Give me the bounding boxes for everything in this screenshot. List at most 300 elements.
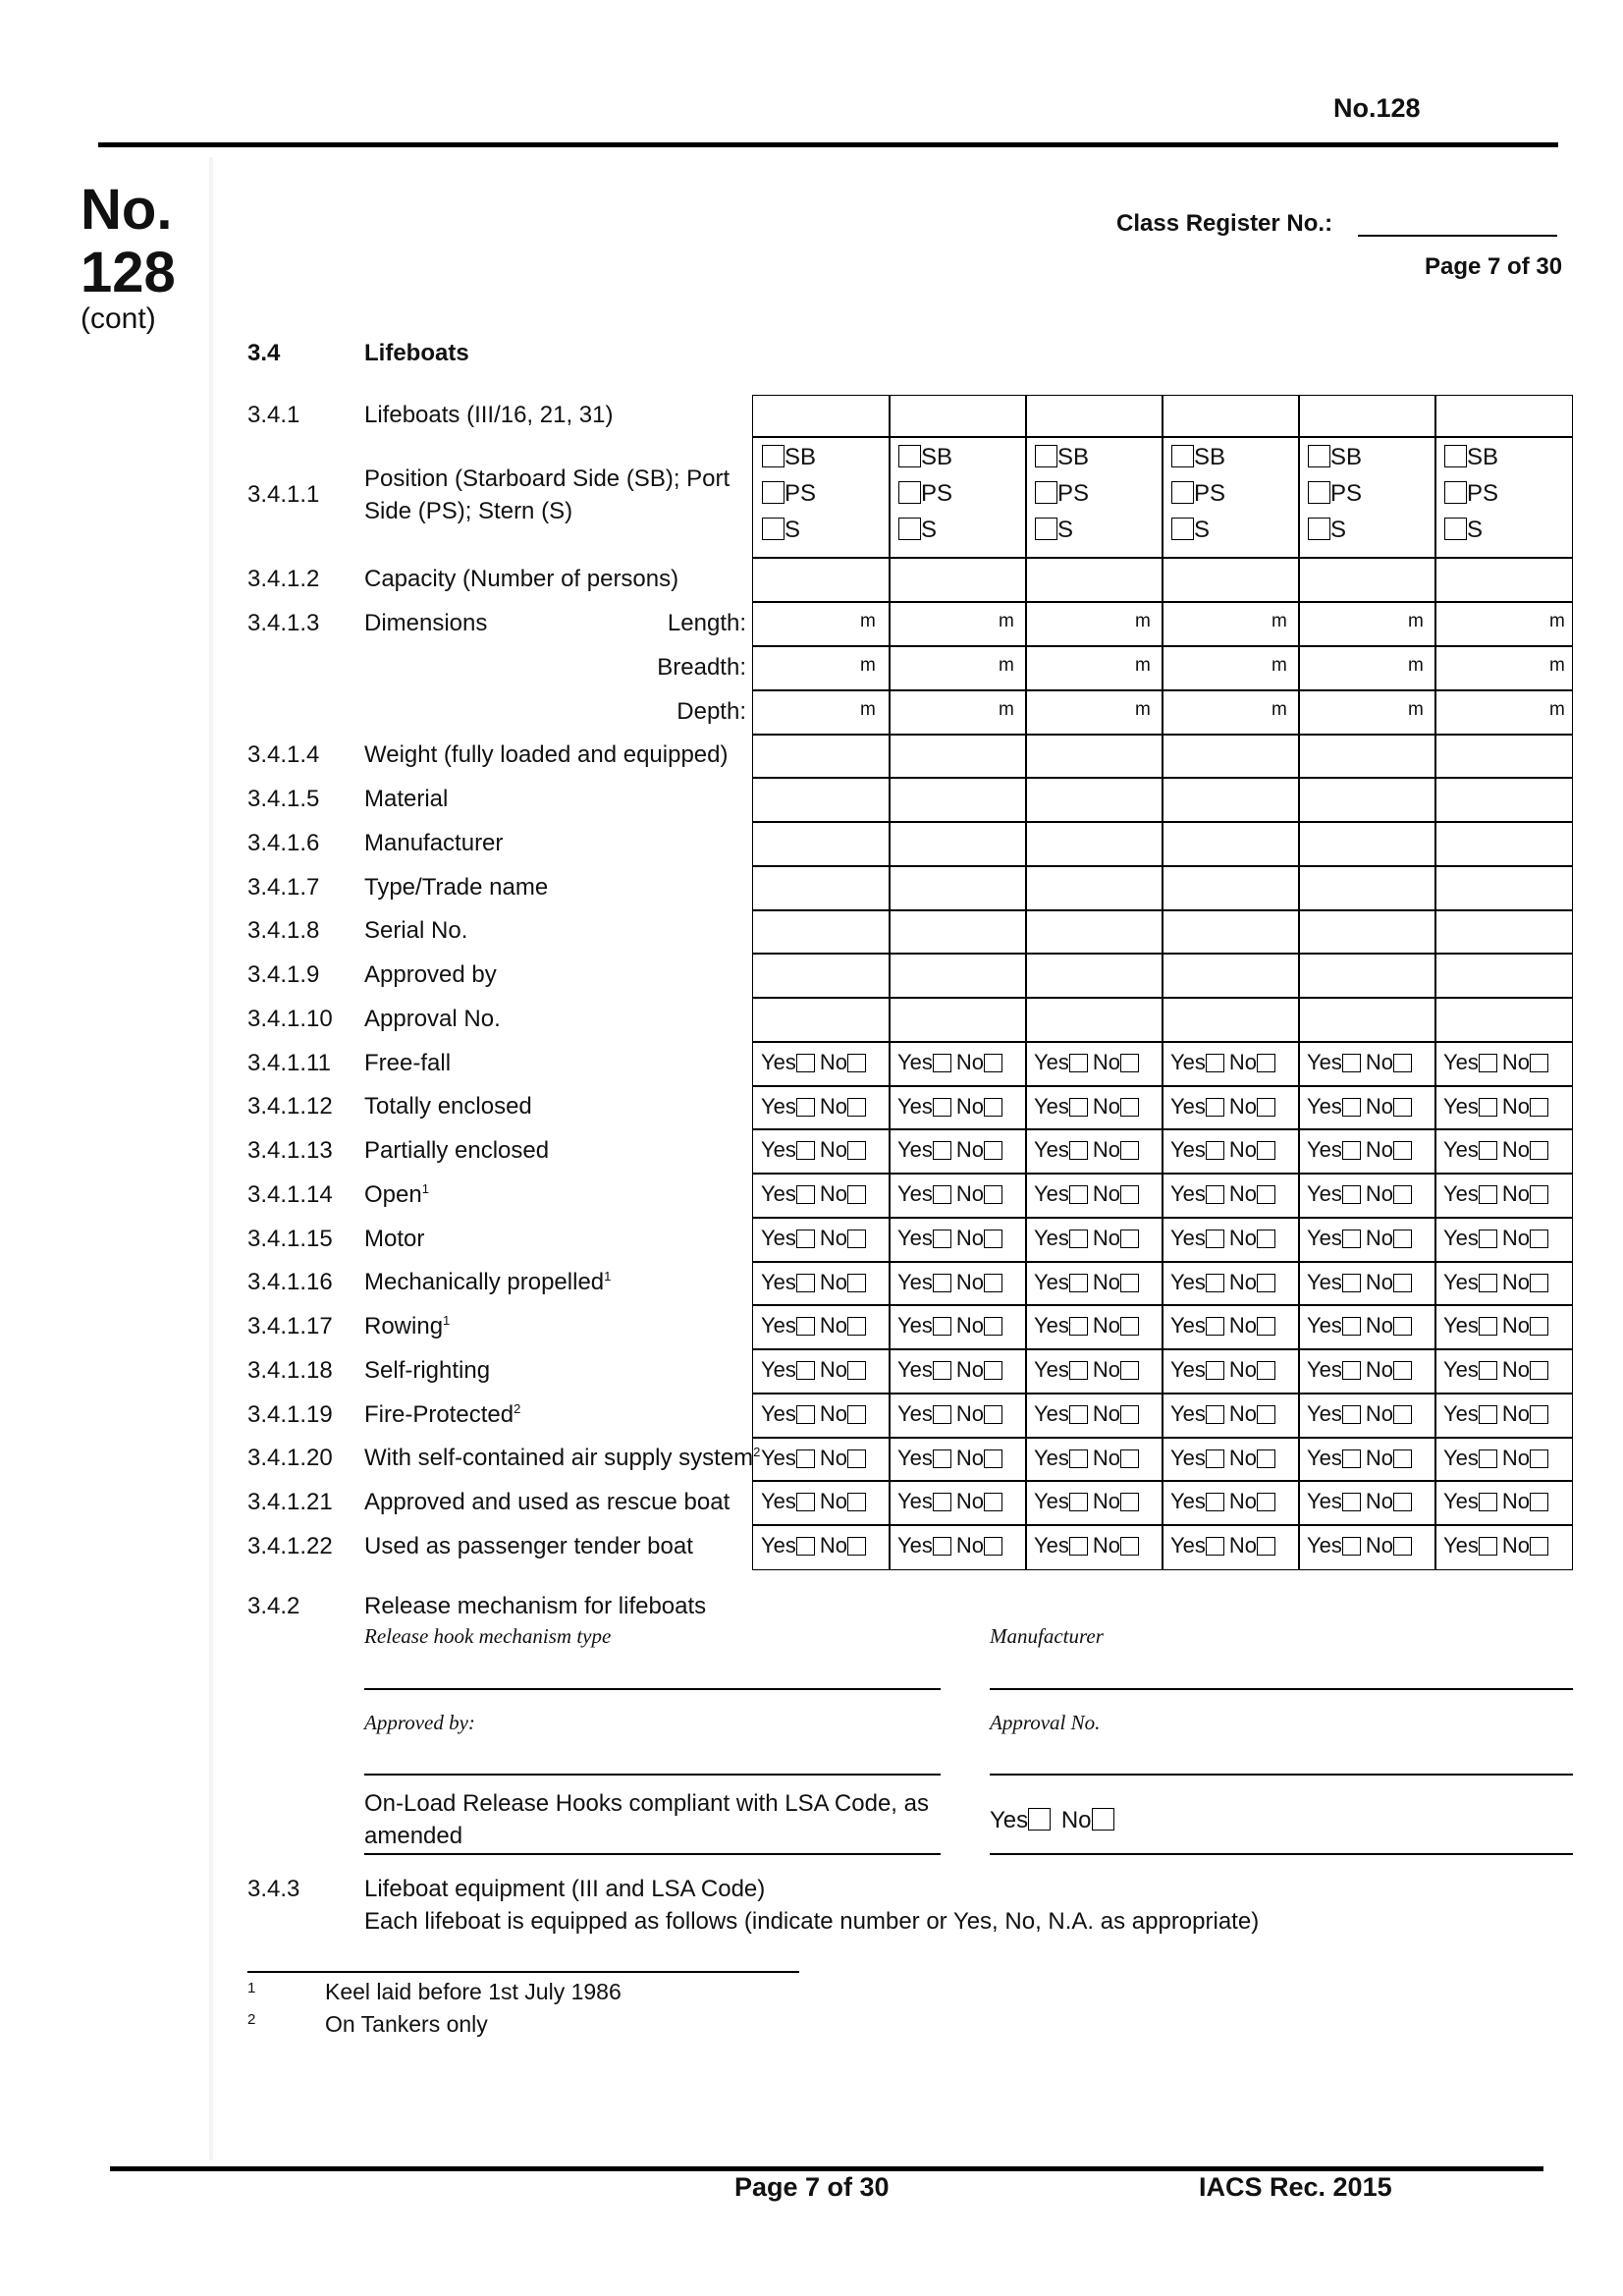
yes-checkbox[interactable] (1342, 1405, 1361, 1424)
no-label: No (1365, 1270, 1394, 1294)
no-checkbox[interactable] (984, 1361, 1002, 1380)
table-cell[interactable] (1434, 821, 1573, 867)
row-number: 3.4.1.19 (247, 1401, 333, 1428)
no-checkbox[interactable] (984, 1537, 1002, 1556)
no-checkbox[interactable] (1257, 1493, 1275, 1511)
no-checkbox[interactable] (984, 1449, 1002, 1468)
no-checkbox[interactable] (847, 1185, 866, 1204)
table-cell[interactable] (1025, 953, 1163, 999)
yes-checkbox[interactable] (1342, 1185, 1361, 1204)
no-checkbox[interactable] (1120, 1054, 1139, 1072)
yes-checkbox[interactable] (1206, 1449, 1224, 1468)
no-checkbox[interactable] (1120, 1449, 1139, 1468)
yes-checkbox[interactable] (1479, 1098, 1497, 1117)
row-label (364, 1006, 501, 1033)
table-cell[interactable] (752, 395, 891, 438)
yes-checkbox[interactable] (933, 1405, 951, 1424)
yes-checkbox[interactable] (1342, 1537, 1361, 1556)
no-checkbox[interactable] (1393, 1141, 1412, 1160)
no-checkbox[interactable] (1257, 1098, 1275, 1117)
position-sb-checkbox[interactable] (1308, 445, 1330, 467)
no-checkbox[interactable] (1393, 1274, 1412, 1292)
yes-no-group (1034, 1181, 1139, 1207)
table-cell[interactable] (1434, 777, 1573, 823)
no-checkbox[interactable] (847, 1141, 866, 1160)
no-checkbox[interactable] (847, 1405, 866, 1424)
position-sb-checkbox[interactable] (1444, 445, 1467, 467)
no-label: No (819, 1313, 848, 1338)
position-s-checkbox[interactable] (762, 518, 784, 540)
hook-type-field[interactable] (364, 1688, 941, 1690)
table-cell[interactable] (1298, 821, 1436, 867)
position-sb-label: SB (1330, 444, 1363, 470)
yes-checkbox[interactable] (1069, 1537, 1088, 1556)
no-label: No (819, 1446, 848, 1470)
page-label: Page 7 of 30 (1425, 253, 1563, 280)
no-label: No (1501, 1181, 1531, 1206)
yes-checkbox[interactable] (1479, 1274, 1497, 1292)
no-checkbox[interactable] (1120, 1185, 1139, 1204)
row-label-text: Free-fall (364, 1050, 452, 1076)
table-cell[interactable] (1025, 557, 1163, 603)
no-checkbox[interactable] (1530, 1493, 1548, 1511)
no-checkbox[interactable] (1530, 1185, 1548, 1204)
no-checkbox[interactable] (984, 1274, 1002, 1292)
yes-label: Yes (897, 1533, 933, 1558)
unit-label: m (1408, 655, 1424, 676)
no-label: No (1365, 1181, 1394, 1206)
yes-checkbox[interactable] (796, 1537, 815, 1556)
no-checkbox[interactable] (847, 1493, 866, 1511)
table-cell[interactable] (1025, 734, 1163, 779)
no-checkbox[interactable] (847, 1361, 866, 1380)
yes-checkbox[interactable] (1206, 1493, 1224, 1511)
yes-checkbox[interactable] (796, 1098, 815, 1117)
yes-checkbox[interactable] (1206, 1274, 1224, 1292)
no-checkbox[interactable] (847, 1449, 866, 1468)
yes-no-group (761, 1401, 866, 1427)
no-checkbox[interactable] (1393, 1230, 1412, 1248)
yes-label: Yes (1307, 1094, 1342, 1119)
position-s-checkbox[interactable] (1035, 518, 1057, 540)
yes-checkbox[interactable] (796, 1054, 815, 1072)
no-label: No (1501, 1094, 1531, 1119)
table-cell[interactable] (1162, 953, 1300, 999)
no-checkbox[interactable] (984, 1493, 1002, 1511)
no-checkbox[interactable] (847, 1230, 866, 1248)
position-options (1308, 439, 1362, 548)
no-label: No (1092, 1226, 1121, 1250)
onload-label-1: On-Load Release Hooks compliant with LSA Code, as (364, 1790, 929, 1817)
no-checkbox[interactable] (984, 1317, 1002, 1336)
yes-checkbox[interactable] (1342, 1098, 1361, 1117)
table-cell[interactable] (1298, 777, 1436, 823)
table-cell[interactable] (1025, 395, 1163, 438)
position-ps-checkbox[interactable] (1308, 481, 1330, 504)
no-checkbox[interactable] (1120, 1361, 1139, 1380)
yes-checkbox[interactable] (933, 1141, 951, 1160)
position-ps-checkbox[interactable] (1444, 481, 1467, 504)
unit-label: m (1549, 699, 1565, 720)
no-checkbox[interactable] (1530, 1405, 1548, 1424)
yes-checkbox[interactable] (796, 1185, 815, 1204)
yes-checkbox[interactable] (1069, 1361, 1088, 1380)
yes-checkbox[interactable] (1069, 1141, 1088, 1160)
no-checkbox[interactable] (1120, 1230, 1139, 1248)
yes-checkbox[interactable] (1342, 1141, 1361, 1160)
table-cell[interactable] (889, 953, 1027, 999)
yes-checkbox[interactable] (933, 1098, 951, 1117)
position-option-s (1444, 512, 1498, 548)
position-option-ps (1035, 475, 1089, 512)
yes-checkbox[interactable] (933, 1230, 951, 1248)
yes-checkbox[interactable] (1069, 1449, 1088, 1468)
yes-checkbox[interactable] (933, 1317, 951, 1336)
equipment-number: 3.4.3 (247, 1876, 300, 1902)
yes-label: Yes (761, 1094, 796, 1119)
no-checkbox[interactable] (984, 1098, 1002, 1117)
no-checkbox[interactable] (1530, 1274, 1548, 1292)
yes-checkbox[interactable] (1206, 1361, 1224, 1380)
row-number: 3.4.1.14 (247, 1181, 333, 1208)
row-number: 3.4.1.2 (247, 566, 320, 592)
position-sb-checkbox[interactable] (1035, 445, 1057, 467)
row-label (364, 1533, 693, 1560)
table-cell[interactable] (752, 734, 891, 779)
position-ps-checkbox[interactable] (762, 481, 784, 504)
no-checkbox[interactable] (1393, 1317, 1412, 1336)
onload-no-checkbox[interactable] (1092, 1808, 1114, 1831)
table-cell[interactable] (1434, 557, 1573, 603)
yes-no-group (897, 1357, 1002, 1383)
yes-no-group (1170, 1094, 1275, 1120)
unit-label: m (999, 699, 1014, 720)
position-s-checkbox[interactable] (1171, 518, 1194, 540)
no-checkbox[interactable] (1120, 1141, 1139, 1160)
yes-checkbox[interactable] (933, 1449, 951, 1468)
yes-label: Yes (1307, 1313, 1342, 1338)
table-cell[interactable] (1025, 909, 1163, 955)
no-checkbox[interactable] (1393, 1361, 1412, 1380)
yes-checkbox[interactable] (796, 1493, 815, 1511)
no-checkbox[interactable] (1393, 1493, 1412, 1511)
yes-checkbox[interactable] (796, 1405, 815, 1424)
table-cell[interactable] (1434, 395, 1573, 438)
table-cell[interactable] (1025, 821, 1163, 867)
table-cell[interactable] (1025, 865, 1163, 911)
no-checkbox[interactable] (1257, 1405, 1275, 1424)
yes-no-group (1170, 1401, 1275, 1427)
no-checkbox[interactable] (984, 1405, 1002, 1424)
no-checkbox[interactable] (847, 1317, 866, 1336)
yes-checkbox[interactable] (1479, 1361, 1497, 1380)
yes-checkbox[interactable] (1069, 1230, 1088, 1248)
table-cell[interactable] (1298, 865, 1436, 911)
table-cell[interactable] (1025, 777, 1163, 823)
yes-no-group (1443, 1226, 1548, 1251)
table-cell[interactable] (1025, 997, 1163, 1043)
no-checkbox[interactable] (847, 1098, 866, 1117)
yes-label: Yes (897, 1181, 933, 1206)
yes-checkbox[interactable] (1206, 1537, 1224, 1556)
yes-checkbox[interactable] (933, 1493, 951, 1511)
yes-label: Yes (1034, 1094, 1069, 1119)
no-label: No (955, 1226, 985, 1250)
no-checkbox[interactable] (1393, 1185, 1412, 1204)
onload-yes-checkbox[interactable] (1028, 1808, 1051, 1831)
yes-label: Yes (1170, 1357, 1206, 1382)
position-ps-checkbox[interactable] (1035, 481, 1057, 504)
no-checkbox[interactable] (1530, 1361, 1548, 1380)
yes-checkbox[interactable] (1479, 1054, 1497, 1072)
position-sb-checkbox[interactable] (762, 445, 784, 467)
yes-no-group (1443, 1401, 1548, 1427)
yes-label: Yes (761, 1533, 796, 1558)
table-cell[interactable] (1434, 734, 1573, 779)
yes-label: Yes (897, 1446, 933, 1470)
yes-checkbox[interactable] (1206, 1098, 1224, 1117)
yes-no-group (1034, 1226, 1139, 1251)
no-checkbox[interactable] (1257, 1537, 1275, 1556)
row-label-text: Mechanically propelled (364, 1269, 605, 1295)
no-label: No (1228, 1181, 1258, 1206)
no-checkbox[interactable] (1530, 1141, 1548, 1160)
table-cell[interactable] (1434, 909, 1573, 955)
yes-no-group (897, 1226, 1002, 1251)
yes-checkbox[interactable] (1206, 1185, 1224, 1204)
yes-checkbox[interactable] (933, 1361, 951, 1380)
table-cell[interactable] (1298, 557, 1436, 603)
table-cell[interactable] (1162, 997, 1300, 1043)
position-option-sb (1308, 439, 1362, 475)
approved-by-field[interactable] (364, 1774, 941, 1776)
yes-label: Yes (761, 1050, 796, 1074)
yes-checkbox[interactable] (1069, 1054, 1088, 1072)
no-checkbox[interactable] (984, 1185, 1002, 1204)
yes-no-group (1443, 1094, 1548, 1120)
yes-checkbox[interactable] (1206, 1317, 1224, 1336)
table-cell[interactable] (889, 734, 1027, 779)
yes-checkbox[interactable] (1206, 1230, 1224, 1248)
no-checkbox[interactable] (1120, 1537, 1139, 1556)
row-number: 3.4.1.7 (247, 874, 320, 901)
table-cell[interactable] (1162, 821, 1300, 867)
yes-checkbox[interactable] (1342, 1230, 1361, 1248)
yes-checkbox[interactable] (796, 1274, 815, 1292)
position-sb-label: SB (784, 444, 817, 470)
no-checkbox[interactable] (984, 1230, 1002, 1248)
yes-checkbox[interactable] (796, 1317, 815, 1336)
unit-label: m (1271, 611, 1287, 631)
no-checkbox[interactable] (847, 1537, 866, 1556)
no-checkbox[interactable] (1257, 1317, 1275, 1336)
no-checkbox[interactable] (1120, 1317, 1139, 1336)
no-checkbox[interactable] (1257, 1274, 1275, 1292)
position-s-checkbox[interactable] (1444, 518, 1467, 540)
yes-checkbox[interactable] (1069, 1274, 1088, 1292)
table-cell[interactable] (752, 909, 891, 955)
yes-checkbox[interactable] (1479, 1317, 1497, 1336)
yes-checkbox[interactable] (1342, 1274, 1361, 1292)
table-cell[interactable] (752, 953, 891, 999)
table-cell[interactable] (889, 909, 1027, 955)
no-checkbox[interactable] (1530, 1537, 1548, 1556)
no-label: No (1365, 1533, 1394, 1558)
table-cell[interactable] (1298, 395, 1436, 438)
yes-checkbox[interactable] (796, 1230, 815, 1248)
yes-checkbox[interactable] (796, 1449, 815, 1468)
table-cell[interactable] (889, 865, 1027, 911)
no-checkbox[interactable] (1393, 1054, 1412, 1072)
no-checkbox[interactable] (1120, 1405, 1139, 1424)
yes-checkbox[interactable] (1479, 1405, 1497, 1424)
unit-label: m (1135, 655, 1151, 676)
yes-checkbox[interactable] (1342, 1493, 1361, 1511)
row-number: 3.4.1.15 (247, 1226, 333, 1252)
no-checkbox[interactable] (847, 1054, 866, 1072)
yes-no-group (761, 1270, 866, 1295)
no-checkbox[interactable] (1530, 1317, 1548, 1336)
no-checkbox[interactable] (1393, 1449, 1412, 1468)
table-cell[interactable] (1298, 953, 1436, 999)
manufacturer-field[interactable] (990, 1688, 1573, 1690)
table-cell[interactable] (752, 777, 891, 823)
no-checkbox[interactable] (847, 1274, 866, 1292)
yes-checkbox[interactable] (1206, 1405, 1224, 1424)
no-checkbox[interactable] (1257, 1449, 1275, 1468)
table-cell[interactable] (1434, 865, 1573, 911)
onload-left-line (364, 1853, 941, 1855)
yes-checkbox[interactable] (933, 1185, 951, 1204)
yes-checkbox[interactable] (1342, 1449, 1361, 1468)
table-cell[interactable] (1162, 865, 1300, 911)
no-checkbox[interactable] (1530, 1449, 1548, 1468)
no-label: No (955, 1446, 985, 1470)
no-checkbox[interactable] (1257, 1361, 1275, 1380)
table-cell[interactable] (1162, 777, 1300, 823)
no-label: No (1092, 1181, 1121, 1206)
no-checkbox[interactable] (1257, 1054, 1275, 1072)
no-label: No (1365, 1357, 1394, 1382)
no-checkbox[interactable] (1120, 1493, 1139, 1511)
approval-no-field[interactable] (990, 1774, 1573, 1776)
yes-checkbox[interactable] (1479, 1537, 1497, 1556)
table-cell[interactable] (889, 997, 1027, 1043)
table-cell[interactable] (1298, 997, 1436, 1043)
yes-checkbox[interactable] (1479, 1230, 1497, 1248)
no-checkbox[interactable] (1393, 1098, 1412, 1117)
no-label: No (1092, 1357, 1121, 1382)
yes-checkbox[interactable] (1206, 1141, 1224, 1160)
yes-checkbox[interactable] (1206, 1054, 1224, 1072)
no-checkbox[interactable] (1530, 1230, 1548, 1248)
position-s-checkbox[interactable] (898, 518, 921, 540)
yes-checkbox[interactable] (933, 1537, 951, 1556)
yes-checkbox[interactable] (1342, 1361, 1361, 1380)
no-checkbox[interactable] (1530, 1098, 1548, 1117)
row-label-text: Used as passenger tender boat (364, 1533, 693, 1559)
yes-checkbox[interactable] (1069, 1098, 1088, 1117)
table-cell[interactable] (889, 777, 1027, 823)
position-s-checkbox[interactable] (1308, 518, 1330, 540)
yes-checkbox[interactable] (1479, 1493, 1497, 1511)
yes-label: Yes (1034, 1357, 1069, 1382)
row-label-text: Rowing (364, 1313, 444, 1339)
no-checkbox[interactable] (1393, 1537, 1412, 1556)
position-option-ps (1171, 475, 1225, 512)
yes-checkbox[interactable] (1479, 1141, 1497, 1160)
yes-no-group (1307, 1489, 1412, 1514)
row-number: 3.4.1 (247, 402, 300, 428)
position-option-sb (1035, 439, 1089, 475)
yes-label: Yes (761, 1357, 796, 1382)
table-cell[interactable] (889, 395, 1027, 438)
yes-checkbox[interactable] (933, 1274, 951, 1292)
table-cell[interactable] (1162, 734, 1300, 779)
yes-checkbox[interactable] (1342, 1317, 1361, 1336)
yes-checkbox[interactable] (1069, 1185, 1088, 1204)
table-cell[interactable] (752, 865, 891, 911)
table-cell[interactable] (1162, 909, 1300, 955)
table-cell[interactable] (889, 557, 1027, 603)
table-cell[interactable] (752, 997, 891, 1043)
yes-no-group (897, 1533, 1002, 1558)
table-cell[interactable] (1434, 997, 1573, 1043)
no-checkbox[interactable] (1393, 1405, 1412, 1424)
no-checkbox[interactable] (1530, 1054, 1548, 1072)
no-label: No (1092, 1094, 1121, 1119)
table-cell[interactable] (1162, 395, 1300, 438)
release-title: Release mechanism for lifeboats (364, 1593, 707, 1619)
yes-checkbox[interactable] (796, 1141, 815, 1160)
position-ps-checkbox[interactable] (898, 481, 921, 504)
position-sb-checkbox[interactable] (1171, 445, 1194, 467)
yes-checkbox[interactable] (1069, 1493, 1088, 1511)
no-checkbox[interactable] (1120, 1098, 1139, 1117)
position-ps-checkbox[interactable] (1171, 481, 1194, 504)
no-checkbox[interactable] (1257, 1141, 1275, 1160)
yes-checkbox[interactable] (1069, 1317, 1088, 1336)
position-option-s (1171, 512, 1225, 548)
table-cell[interactable] (1298, 909, 1436, 955)
table-cell[interactable] (1162, 557, 1300, 603)
yes-checkbox[interactable] (933, 1054, 951, 1072)
yes-checkbox[interactable] (796, 1361, 815, 1380)
yes-checkbox[interactable] (1069, 1405, 1088, 1424)
table-cell[interactable] (752, 821, 891, 867)
table-cell[interactable] (1434, 953, 1573, 999)
position-sb-label: SB (1467, 444, 1499, 470)
yes-checkbox[interactable] (1342, 1054, 1361, 1072)
no-checkbox[interactable] (1257, 1230, 1275, 1248)
class-register-field[interactable] (1358, 235, 1557, 237)
table-cell[interactable] (889, 821, 1027, 867)
table-cell[interactable] (1298, 734, 1436, 779)
no-checkbox[interactable] (1120, 1274, 1139, 1292)
no-label: No (819, 1181, 848, 1206)
row-label (364, 402, 614, 429)
position-sb-checkbox[interactable] (898, 445, 921, 467)
yes-label: Yes (1170, 1050, 1206, 1074)
yes-checkbox[interactable] (1479, 1449, 1497, 1468)
no-checkbox[interactable] (1257, 1185, 1275, 1204)
no-checkbox[interactable] (984, 1141, 1002, 1160)
yes-checkbox[interactable] (1479, 1185, 1497, 1204)
table-cell[interactable] (752, 557, 891, 603)
position-s-label: S (921, 517, 938, 543)
yes-no-group (1034, 1270, 1139, 1295)
no-checkbox[interactable] (984, 1054, 1002, 1072)
